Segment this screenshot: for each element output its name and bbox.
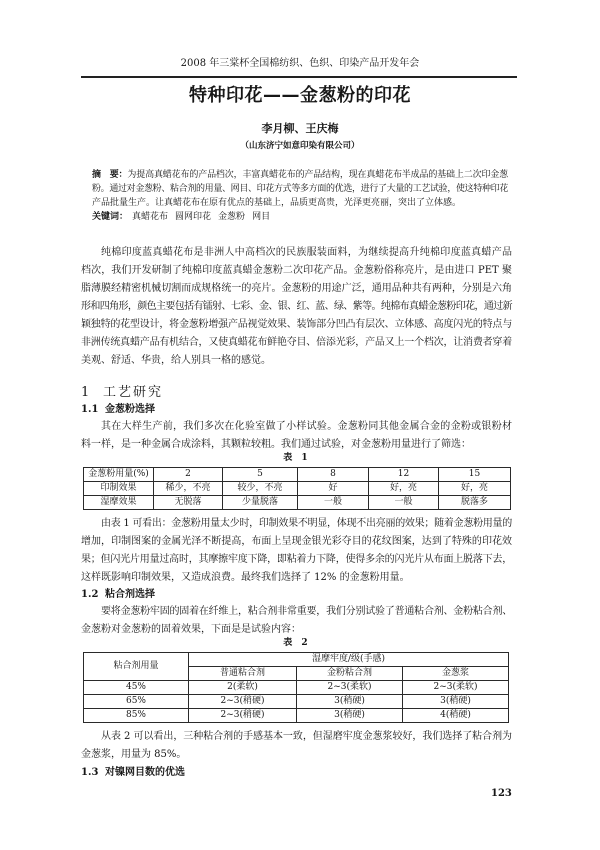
keywords	[92, 211, 508, 223]
table-row	[84, 681, 509, 695]
affiliation: （山东济宁如意印染有限公司）	[240, 141, 360, 151]
keyword: 真蜡花布	[132, 212, 169, 222]
paragraph-line: 果；但闪光片用量过高时，其摩擦牢度下降，即粘着力下降，使得多余的闪光片从布面上脱落下去，	[81, 554, 512, 565]
table-caption: 表 2	[283, 638, 311, 648]
paragraph-line: 颖独特的花型设计，将金葱粉增强产品视觉效果、装饰部分凹凸有层次、立体感、高度闪光的特点与	[81, 319, 512, 330]
paragraph-line: 纯棉印度蓝真蜡花布是非洲人中高档次的民族服装面料，为继续提高升纯棉印度蓝真蜡产品	[101, 247, 512, 258]
table-cell: 好，亮	[369, 482, 439, 496]
table-cell: 2(柔软)	[189, 681, 297, 695]
table-cell: 一般	[369, 496, 439, 510]
table-cell: 12	[369, 468, 439, 482]
table-cell: 5	[223, 468, 298, 482]
table-row	[84, 482, 511, 496]
header-rule	[81, 76, 517, 78]
subsection-title: 对镍网目数的优选	[105, 767, 185, 778]
row-header-cell: 印制效果	[84, 482, 154, 496]
table-row	[84, 695, 509, 709]
table-cell: 稀少，不亮	[154, 482, 223, 496]
abstract-label: 摘 要：	[92, 170, 128, 180]
table-cell: 好，亮	[439, 482, 511, 496]
keyword: 网目	[252, 212, 271, 222]
table-cell: 少量脱落	[223, 496, 298, 510]
subsection-number: 1.3	[81, 767, 99, 778]
table-cell: 3(稍硬)	[297, 709, 403, 723]
keyword: 金葱粉	[218, 212, 246, 222]
table-cell: 8	[298, 468, 369, 482]
table-cell: 2~3(稍硬)	[189, 695, 297, 709]
table-cell: 2	[154, 468, 223, 482]
table-1	[83, 467, 511, 510]
table-2	[83, 652, 509, 723]
table-cell: 4(稍硬)	[403, 709, 509, 723]
paragraph-line: 形和四角形，颜色主要包括有镭射、七彩、金、银、红、蓝、绿、紫等。纯棉布真蜡金葱粉印花，通过新	[81, 301, 512, 312]
section-title: 工艺研究	[103, 385, 164, 400]
table-cell: 2~3(柔软)	[403, 681, 509, 695]
subsection-title: 金葱粉选择	[105, 404, 155, 415]
table-header-row	[84, 653, 509, 667]
paragraph-line: 档次，我们开发研制了纯棉印度蓝真蜡金葱粉二次印花产品。金葱粉俗称亮片，是由进口 PET 聚	[81, 265, 512, 276]
table-row	[84, 468, 511, 482]
paper-title: 特种印花——金葱粉的印花	[189, 85, 411, 106]
table-cell: 脱落多	[439, 496, 511, 510]
table-cell: 2~3(稍硬)	[189, 709, 297, 723]
paragraph-line: 脂薄膜经精密机械切割而成规格统一的亮片。金葱粉的用途广泛，通用品种共有两种，分别是六角	[81, 283, 512, 294]
subsection-number: 1.2	[81, 589, 99, 600]
table-cell: 3(稍硬)	[403, 695, 509, 709]
paragraph-line: 料一样，是一种金属合成涂料，其颗粒较粗。我们通过试验，对金葱粉用量进行了筛选：	[81, 439, 471, 450]
row-header-cell: 65%	[84, 695, 189, 709]
abstract-line: 产品批量生产。让真蜡花布在原有优点的基础上，品质更高贵，光泽更亮丽，突出了立体感。	[92, 198, 462, 208]
abstract-line	[92, 169, 508, 181]
paragraph-line: 非洲传统真蜡产品有机结合，又使真蜡花布鲜艳夺目、倍添光彩，产品又上一个档次，让消费者穿着	[81, 337, 512, 348]
row-header-cell: 85%	[84, 709, 189, 723]
paragraph-line: 由表 1 可看出：金葱粉用量太少时，印制效果不明显，体现不出亮丽的效果；随着金葱粉用量的	[101, 518, 512, 529]
paragraph-line: 增加，印制图案的金属光泽不断提高，布面上呈现金银光彩夺目的花纹图案，达到了特殊的印花效	[81, 536, 512, 547]
paragraph-line: 其在大样生产前，我们多次在化验室做了小样试验。金葱粉同其他金属合金的金粉或银粉材	[101, 421, 512, 432]
table-cell: 无脱落	[154, 496, 223, 510]
abstract-text: 为提高真蜡花布的产品档次，丰富真蜡花布的产品结构，现在真蜡花布半成品的基础上二次印金葱	[127, 170, 508, 180]
keyword: 圆网印花	[175, 212, 212, 222]
subsection-title: 粘合剂选择	[105, 589, 155, 600]
table-cell: 15	[439, 468, 511, 482]
column-header: 粘合剂用量	[84, 653, 189, 681]
table-row	[84, 709, 509, 723]
column-header: 普通粘合剂	[189, 667, 297, 681]
column-header: 金粉粘合剂	[297, 667, 403, 681]
paragraph-line: 要将金葱粉牢固的固着在纤维上，粘合剂非常重要，我们分别试验了普通粘合剂、金粉粘合剂、	[101, 606, 512, 617]
running-header: 2008 年三棠杯全国棉纺织、色织、印染产品开发年会	[180, 58, 420, 69]
table-cell: 一般	[298, 496, 369, 510]
authors: 李月柳、王庆梅	[261, 122, 339, 135]
table-cell: 3(稍硬)	[297, 695, 403, 709]
keywords-label: 关键词：	[92, 212, 129, 222]
column-header: 金葱浆	[403, 667, 509, 681]
table-row	[84, 496, 511, 510]
paragraph-line: 金葱浆，用量为 85%。	[81, 749, 187, 760]
table-cell: 好	[298, 482, 369, 496]
group-header: 湿摩牢度/级(手感)	[189, 653, 509, 667]
row-header-cell: 金葱粉用量(%)	[84, 468, 154, 482]
paragraph-line: 金葱粉对金葱粉的固着效果，下面是是试验内容：	[81, 624, 301, 635]
table-caption: 表 1	[283, 453, 311, 463]
table-cell: 较少，不亮	[223, 482, 298, 496]
subsection-number: 1.1	[81, 404, 99, 415]
page-number: 123	[491, 788, 512, 799]
row-header-cell: 45%	[84, 681, 189, 695]
paragraph-line: 从表 2 可以看出，三种粘合剂的手感基本一致，但湿磨牢度金葱浆较好，我们选择了粘合剂为	[101, 731, 512, 742]
row-header-cell: 湿摩效果	[84, 496, 154, 510]
section-number: 1	[81, 385, 90, 400]
paragraph-line: 这样既影响印制效果，又造成浪费。最终我们选择了 12% 的金葱粉用量。	[81, 572, 410, 583]
table-cell: 2~3(柔软)	[297, 681, 403, 695]
paragraph-line: 美观、舒适、华贵，给人别具一格的感觉。	[81, 355, 271, 366]
abstract-line: 粉。通过对金葱粉、粘合剂的用量、网目、印花方式等多方面的优选，进行了大量的工艺试验，使这特种印花	[92, 184, 508, 194]
